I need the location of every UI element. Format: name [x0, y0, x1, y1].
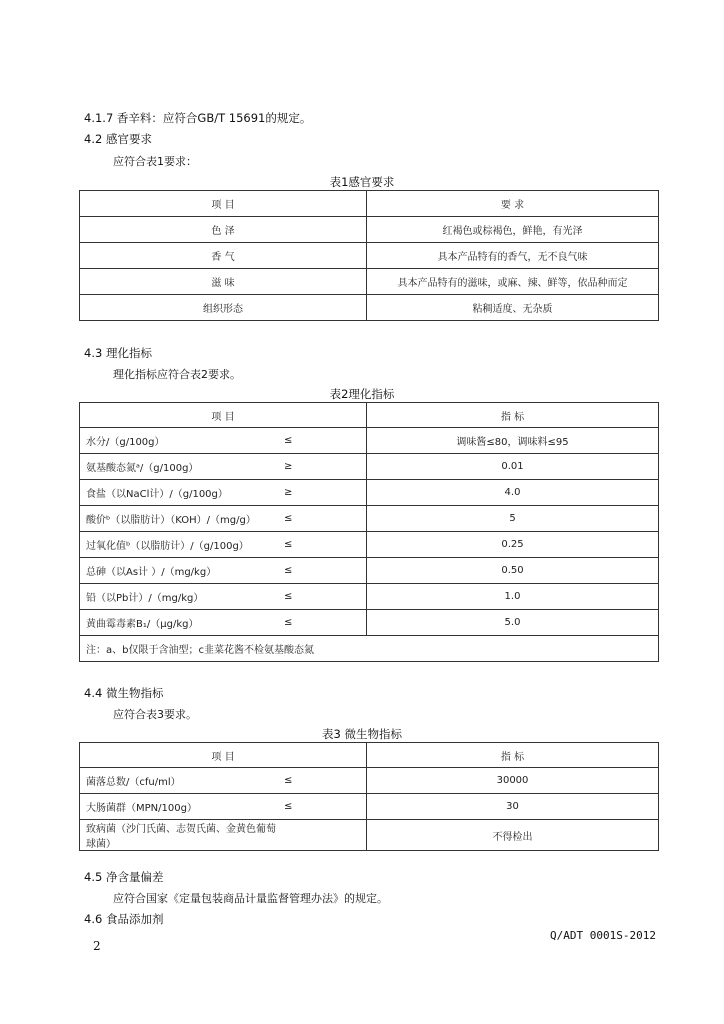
- section-4-5-text: 应符合国家《定量包装商品计量监督管理办法》的规定。: [113, 892, 388, 905]
- table2-cell-operator: ≥: [284, 487, 293, 498]
- table2-cell-value: 4.0: [367, 480, 659, 506]
- table2-cell-operator: ≥: [284, 461, 293, 472]
- table3-header-item: 项 目: [80, 743, 367, 768]
- table2-cell-value: 调味酱≤80，调味料≤95: [367, 428, 659, 454]
- table2-note: 注：a、b仅限于含油型；c韭菜花酱不检氨基酸态氮: [80, 636, 659, 662]
- table-row: [80, 295, 659, 321]
- table-row: [80, 506, 659, 532]
- table2-cell-item: 铅（以Pb计）/（mg/kg）: [86, 593, 204, 604]
- section-4-2-heading: 4.2 感官要求: [84, 132, 152, 146]
- table2-cell-operator: ≤: [284, 617, 293, 628]
- table-row: [80, 584, 659, 610]
- table2-cell-item: 黄曲霉毒素B₁/（μg/kg）: [86, 619, 199, 630]
- section-4-6-heading: 4.6 食品添加剂: [84, 912, 164, 926]
- table2-cell-operator: ≤: [284, 435, 293, 446]
- section-4-3-heading: 4.3 理化指标: [84, 346, 152, 360]
- table3-cell-value: 30: [367, 794, 659, 820]
- table2-cell-value: 5: [367, 506, 659, 532]
- table1-cell-item: 色 泽: [80, 217, 367, 243]
- section-4-5-heading: 4.5 净含量偏差: [84, 870, 164, 884]
- table3-cell-item: 致病菌（沙门氏菌、志贺氏菌、金黄色葡萄球菌）: [86, 824, 276, 850]
- table2-cell-item: 酸价ᵇ（以脂肪计）（KOH）/（mg/g）: [86, 515, 256, 526]
- table-row: [80, 794, 659, 820]
- table2-header-index: 指 标: [367, 403, 659, 428]
- table2-cell-value: 5.0: [367, 610, 659, 636]
- table2-cell-value: 0.01: [367, 454, 659, 480]
- table-row: [80, 269, 659, 295]
- table2: [79, 402, 659, 662]
- table2-cell-operator: ≤: [284, 591, 293, 602]
- table3-cell-value: 30000: [367, 768, 659, 794]
- table2-note-row: [80, 636, 659, 662]
- table-row: [80, 558, 659, 584]
- table2-header-row: [80, 403, 659, 428]
- table1-header-requirement: 要 求: [367, 191, 659, 217]
- table2-cell-operator: ≤: [284, 539, 293, 550]
- table1-cell-item: 香 气: [80, 243, 367, 269]
- table1-caption: 表1感官要求: [329, 175, 395, 189]
- table-row: [80, 217, 659, 243]
- table1-cell-item: 组织形态: [80, 295, 367, 321]
- table3: [79, 742, 659, 851]
- table1-cell-item: 滋 味: [80, 269, 367, 295]
- table3-cell-value: 不得检出: [367, 820, 659, 851]
- table1-cell-requirement: 红褐色或棕褐色，鲜艳，有光泽: [367, 217, 659, 243]
- table2-cell-item: 过氧化值ᵇ（以脂肪计）/（g/100g）: [86, 541, 249, 552]
- table2-cell-value: 1.0: [367, 584, 659, 610]
- table3-header-row: [80, 743, 659, 768]
- table3-caption: 表3 微生物指标: [322, 727, 402, 741]
- table-row: [80, 768, 659, 794]
- page-number: 2: [93, 939, 101, 953]
- document-code: Q/ADT 0001S-2012: [550, 929, 656, 942]
- table3-cell-operator: ≤: [284, 775, 293, 786]
- section-4-3-text: 理化指标应符合表2要求。: [113, 368, 241, 381]
- table-row: [80, 532, 659, 558]
- table2-cell-item: 总砷（以As计 ）/（mg/kg）: [86, 567, 217, 578]
- table1-header-row: [80, 191, 659, 217]
- table2-cell-item: 食盐（以NaCl计）/（g/100g）: [86, 489, 228, 500]
- table2-cell-operator: ≤: [284, 513, 293, 524]
- table1-cell-requirement: 具本产品特有的滋味，或麻、辣、鲜等，依品种而定: [367, 269, 659, 295]
- table3-cell-item: 大肠菌群（MPN/100g）: [86, 803, 197, 814]
- table2-cell-item: 氨基酸态氮ᵃ/（g/100g）: [86, 463, 199, 474]
- section-4-4-heading: 4.4 微生物指标: [84, 686, 164, 700]
- table2-cell-value: 0.25: [367, 532, 659, 558]
- table1-cell-requirement: 粘稠适度、无杂质: [367, 295, 659, 321]
- table-row: [80, 610, 659, 636]
- table1-header-item: 项 目: [80, 191, 367, 217]
- table-row: [80, 243, 659, 269]
- table2-cell-value: 0.50: [367, 558, 659, 584]
- section-4-1-7: 4.1.7 香辛料：应符合GB/T 15691的规定。: [84, 111, 312, 125]
- table-row: [80, 454, 659, 480]
- table3-cell-operator: ≤: [284, 801, 293, 812]
- table2-caption: 表2理化指标: [329, 387, 395, 401]
- table2-cell-operator: ≤: [284, 565, 293, 576]
- table-row: [80, 820, 659, 851]
- section-4-2-text: 应符合表1要求：: [113, 155, 197, 168]
- table-row: [80, 428, 659, 454]
- table3-header-index: 指 标: [367, 743, 659, 768]
- table2-header-item: 项 目: [80, 403, 367, 428]
- section-4-4-text: 应符合表3要求。: [113, 708, 197, 721]
- table3-cell-item: 菌落总数/（cfu/ml）: [86, 777, 181, 788]
- table1-cell-requirement: 具本产品特有的香气，无不良气味: [367, 243, 659, 269]
- table2-cell-item: 水分/（g/100g）: [86, 437, 165, 448]
- table1: [79, 190, 659, 321]
- table-row: [80, 480, 659, 506]
